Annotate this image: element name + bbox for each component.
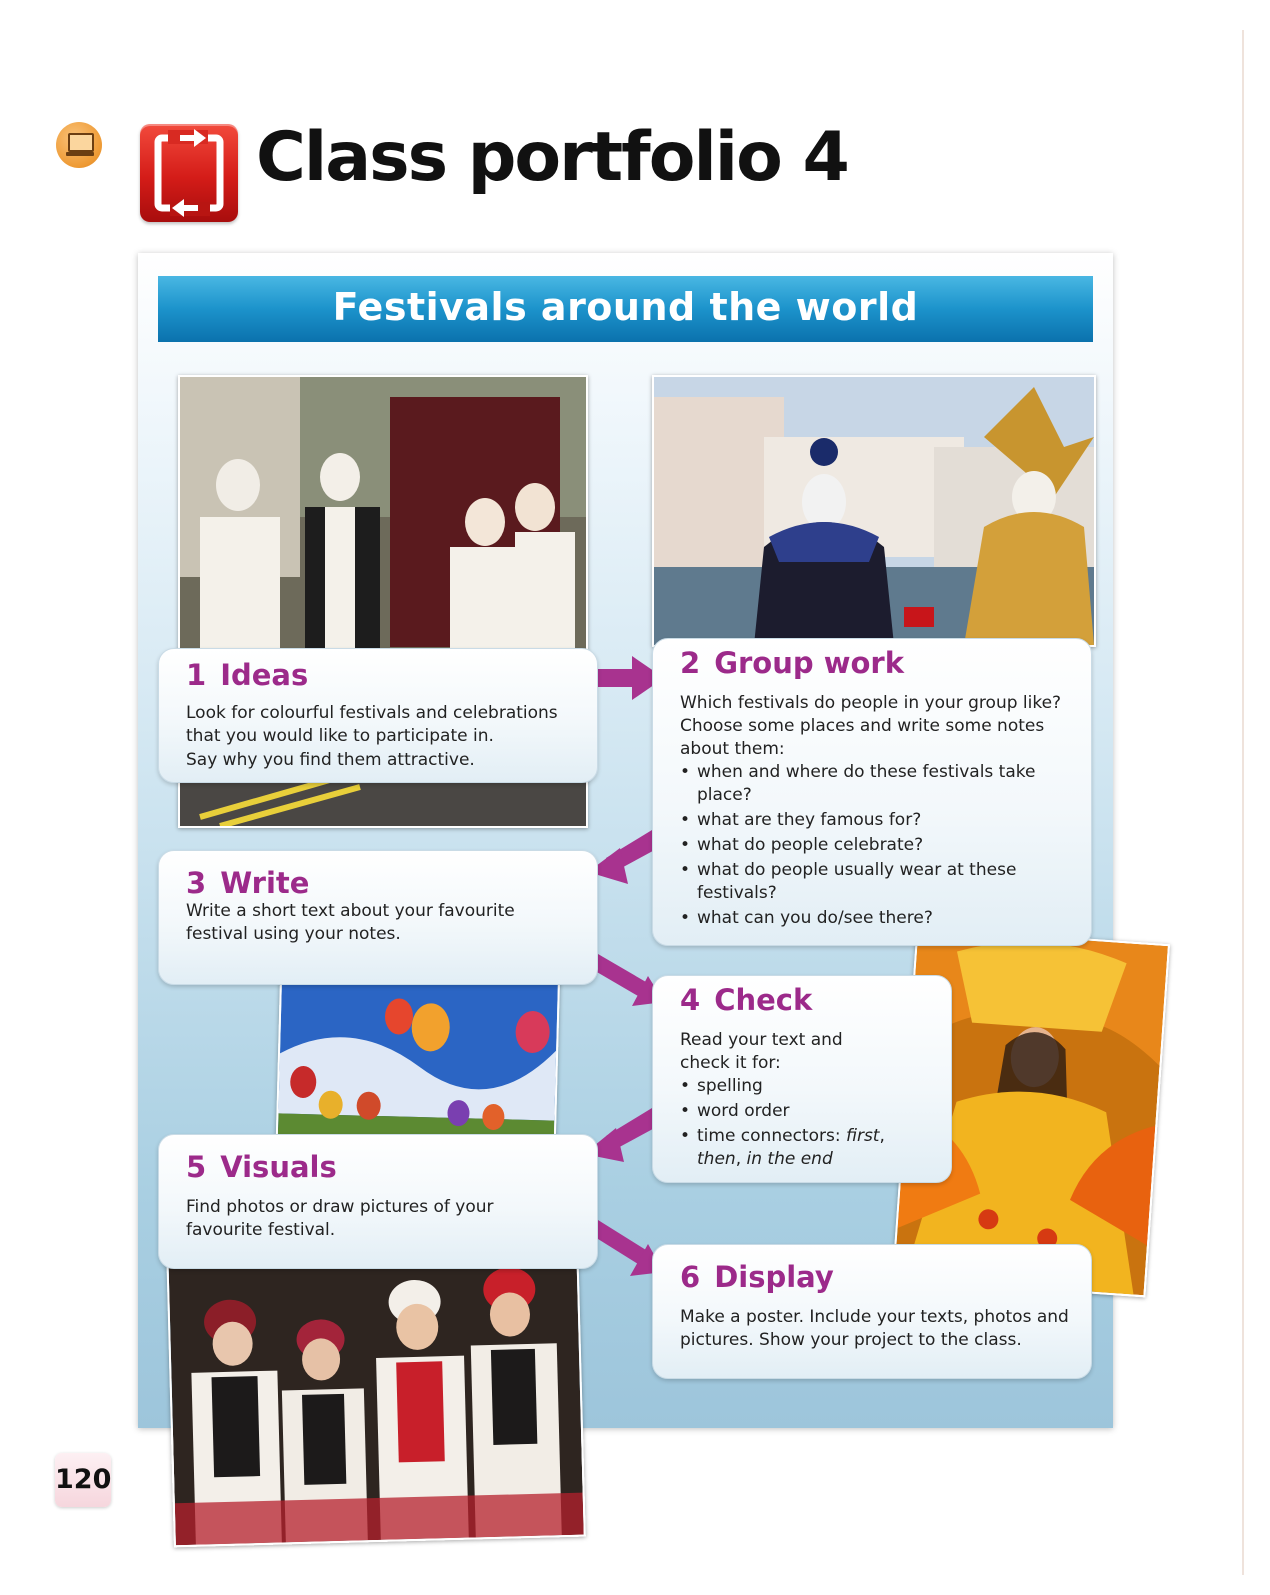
step-number: 4 [680,983,701,1017]
cd-rom-icon [56,122,102,168]
step-number: 3 [186,866,207,900]
step-number: 2 [680,646,701,680]
step-heading [680,984,929,1017]
step-card-write [158,850,598,985]
cd-rom-icon-base [66,152,94,156]
step-heading [680,1261,1069,1294]
step-card-visuals [158,1134,598,1269]
step-text: Which festivals do people in your group like? [680,693,1062,714]
step-title: Group work [714,646,905,680]
page-title: Class portfolio 4 [256,118,848,197]
step-text: Look for colourful festivals and celebrations that you would like to participate in. [186,703,558,747]
step-card-display [652,1244,1092,1379]
bullet-item: • what are they famous for? [680,809,1040,832]
bullet-item: • word order [680,1100,895,1123]
step-title: Check [714,983,813,1017]
step-text: Find photos or draw pictures of your favourite festival. [186,1197,494,1241]
connector-in-the-end: in the end [746,1149,833,1170]
step-text: Write a short text about your favourite festival using your notes. [186,901,515,945]
step-title: Display [714,1260,834,1294]
step-text: Make a poster. Include your texts, photos and pictures. Show your project to the class. [680,1307,1069,1351]
step-title: Ideas [220,658,309,692]
section-banner: Festivals around the world [158,276,1093,342]
step-text: Choose some places and write some notes about them: [680,716,1045,760]
step-text: Read your text and check it for: [680,1030,843,1074]
step-bullet-list [680,1075,895,1171]
step-heading [186,659,575,692]
step-card-check [652,975,952,1183]
bullet-item: • what can you do/see there? [680,907,1040,930]
step-title: Write [220,866,310,900]
step-heading [186,1151,575,1184]
connectors-prefix: time connectors: [697,1126,846,1147]
photo-venice-carnival [652,375,1096,647]
photo-folk-dancers [166,1241,586,1548]
connectors-comma: , [879,1126,885,1147]
step-bullet-list [680,761,1040,930]
step-card-ideas [158,648,598,783]
connector-first: first [845,1126,880,1147]
page-number: 120 [55,1453,111,1507]
portfolio-arrows-icon [140,124,238,222]
bullet-item: • what do people usually wear at these festivals? [680,859,1040,905]
connectors-separator: , [735,1149,747,1170]
page-edge-line [1242,30,1244,1575]
step-number: 5 [186,1150,207,1184]
step-heading [680,647,1069,680]
class-portfolio-logo [140,124,238,222]
bullet-item: • what do people celebrate? [680,834,1040,857]
bullet-item-time-connectors [680,1125,895,1171]
step-number: 6 [680,1260,701,1294]
step-card-group-work [652,638,1092,946]
step-title: Visuals [220,1150,337,1184]
step-number: 1 [186,658,207,692]
bullet-item: • when and where do these festivals take place? [680,761,1040,807]
connector-then: then [697,1149,736,1170]
step-text: Say why you find them attractive. [186,750,475,771]
cd-rom-icon-screen [68,133,94,152]
step-heading [186,867,575,900]
bullet-item: • spelling [680,1075,895,1098]
